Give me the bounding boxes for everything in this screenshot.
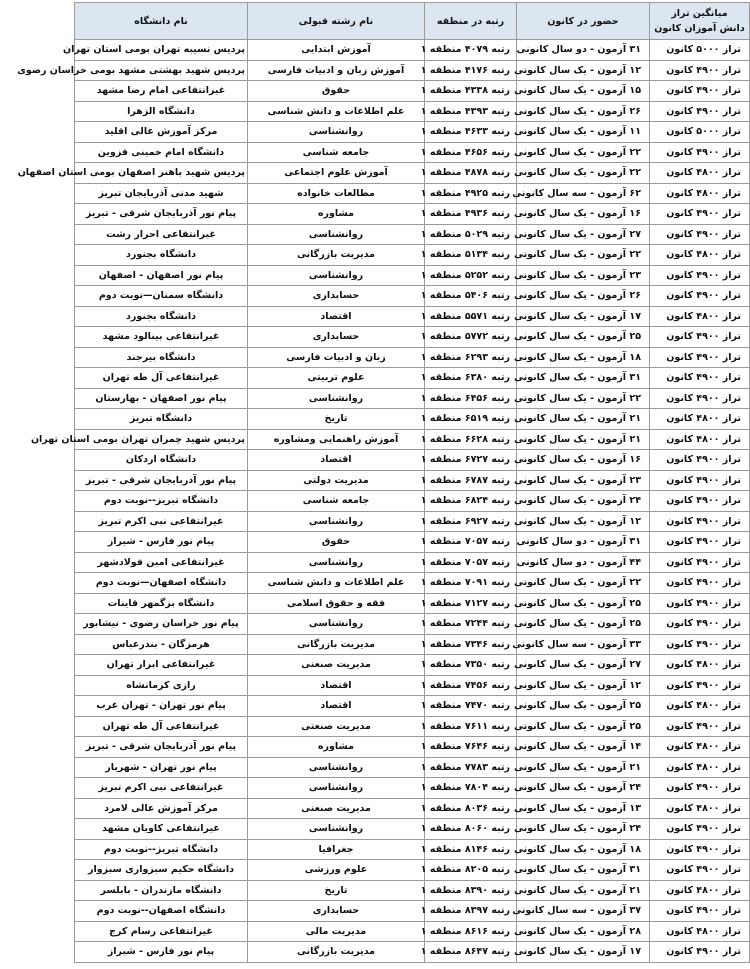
rank-cell: رتبه ۴۰۷۹ منطقه ۱ <box>425 40 517 61</box>
taraz-cell: تراز ۴۹۰۰ کانون <box>650 204 750 225</box>
rank-cell: رتبه ۵۵۷۱ منطقه ۱ <box>425 306 517 327</box>
table-row <box>75 860 750 881</box>
attendance-cell: ۲۲ آزمون - یک سال کانونی <box>517 573 650 594</box>
table-row <box>75 880 750 901</box>
table-row <box>75 122 750 143</box>
attendance-cell: ۴۴ آزمون - دو سال کانونی <box>517 552 650 573</box>
table-row <box>75 778 750 799</box>
taraz-cell: تراز ۴۹۰۰ کانون <box>650 347 750 368</box>
university-cell: دانشگاه بزگمهر قاینات <box>75 593 248 614</box>
taraz-cell: تراز ۴۹۰۰ کانون <box>650 286 750 307</box>
rank-cell: رتبه ۷۳۴۶ منطقه ۱ <box>425 634 517 655</box>
attendance-cell: ۱۲ آزمون - یک سال کانونی <box>517 60 650 81</box>
university-cell: دانشگاه اصفهان--نوبت دوم <box>75 901 248 922</box>
university-cell: پیام نور تهران - تهران غرب <box>75 696 248 717</box>
attendance-cell: ۳۱ آزمون - دو سال کانونی <box>517 40 650 61</box>
header-attendance: حضور در کانون <box>517 3 650 40</box>
rank-cell: رتبه ۶۹۲۷ منطقه ۱ <box>425 511 517 532</box>
taraz-cell: تراز ۴۸۰۰ کانون <box>650 409 750 430</box>
rank-cell: رتبه ۸۰۶۰ منطقه ۱ <box>425 819 517 840</box>
table-row <box>75 696 750 717</box>
taraz-cell: تراز ۵۰۰۰ کانون <box>650 40 750 61</box>
rank-cell: رتبه ۸۲۰۵ منطقه ۱ <box>425 860 517 881</box>
university-cell: پیام نور آذربایجان شرقی - تبریز <box>75 204 248 225</box>
rank-cell: رتبه ۶۴۵۶ منطقه ۱ <box>425 388 517 409</box>
taraz-cell: تراز ۴۹۰۰ کانون <box>650 388 750 409</box>
rank-cell: رتبه ۶۸۲۴ منطقه ۱ <box>425 491 517 512</box>
taraz-cell: تراز ۴۹۰۰ کانون <box>650 860 750 881</box>
attendance-cell: ۶۲ آزمون - سه سال کانونی <box>517 183 650 204</box>
attendance-cell: ۲۱ آزمون - یک سال کانونی <box>517 880 650 901</box>
table-row <box>75 921 750 942</box>
university-cell: هرمزگان - بندرعباس <box>75 634 248 655</box>
university-cell: پیام نور خراسان رضوی - نیشابور <box>75 614 248 635</box>
attendance-cell: ۱۷ آزمون - یک سال کانونی <box>517 306 650 327</box>
table-row <box>75 532 750 553</box>
header-taraz-line1: میانگین تراز <box>671 8 728 19</box>
taraz-cell: تراز ۴۸۰۰ کانون <box>650 306 750 327</box>
major-cell: علوم ورزشی <box>248 860 425 881</box>
attendance-cell: ۲۵ آزمون - یک سال کانونی <box>517 593 650 614</box>
major-cell: روانشناسی <box>248 778 425 799</box>
attendance-cell: ۱۸ آزمون - یک سال کانونی <box>517 347 650 368</box>
major-cell: مدیریت مالی <box>248 921 425 942</box>
rank-cell: رتبه ۷۶۱۱ منطقه ۱ <box>425 716 517 737</box>
table-row <box>75 286 750 307</box>
table-row <box>75 634 750 655</box>
table-row <box>75 655 750 676</box>
university-cell: غیرانتفاعی امین فولادشهر <box>75 552 248 573</box>
table-row <box>75 450 750 471</box>
university-cell: دانشگاه امام خمینی قزوین <box>75 142 248 163</box>
rank-cell: رتبه ۶۲۹۳ منطقه ۱ <box>425 347 517 368</box>
header-rank: رتبه در منطقه <box>425 3 517 40</box>
table-row <box>75 327 750 348</box>
table-row <box>75 409 750 430</box>
attendance-cell: ۲۲ آزمون - یک سال کانونی <box>517 245 650 266</box>
rank-cell: رتبه ۷۴۷۰ منطقه ۱ <box>425 696 517 717</box>
taraz-cell: تراز ۴۹۰۰ کانون <box>650 450 750 471</box>
taraz-cell: تراز ۴۸۰۰ کانون <box>650 737 750 758</box>
attendance-cell: ۲۲ آزمون - یک سال کانونی <box>517 388 650 409</box>
university-cell: رازی کرمانشاه <box>75 675 248 696</box>
taraz-cell: تراز ۴۹۰۰ کانون <box>650 511 750 532</box>
university-cell: غیرانتفاعی آل طه تهران <box>75 368 248 389</box>
table-row <box>75 839 750 860</box>
table-row <box>75 368 750 389</box>
header-major: نام رشته قبولی <box>248 3 425 40</box>
major-cell: جامعه شناسی <box>248 491 425 512</box>
university-cell: پیام نور اصفهان - اصفهان <box>75 265 248 286</box>
major-cell: تاریخ <box>248 880 425 901</box>
table-row <box>75 942 750 963</box>
major-cell: مدیریت بازرگانی <box>248 245 425 266</box>
major-cell: اقتصاد <box>248 306 425 327</box>
taraz-cell: تراز ۴۹۰۰ کانون <box>650 819 750 840</box>
university-cell: غیرانتفاعی آل طه تهران <box>75 716 248 737</box>
university-cell: پیام نور تهران - شهریار <box>75 757 248 778</box>
attendance-cell: ۲۲ آزمون - یک سال کانونی <box>517 142 650 163</box>
university-cell: دانشگاه الزهرا <box>75 101 248 122</box>
table-row <box>75 429 750 450</box>
university-cell: دانشگاه تبریز <box>75 409 248 430</box>
attendance-cell: ۱۸ آزمون - یک سال کانونی <box>517 839 650 860</box>
attendance-cell: ۲۱ آزمون - یک سال کانونی <box>517 409 650 430</box>
rank-cell: رتبه ۴۳۳۸ منطقه ۱ <box>425 81 517 102</box>
major-cell: روانشناسی <box>248 552 425 573</box>
attendance-cell: ۱۴ آزمون - یک سال کانونی <box>517 737 650 758</box>
university-cell: غیرانتفاعی رسام کرج <box>75 921 248 942</box>
header-university: نام دانشگاه <box>75 3 248 40</box>
table-row <box>75 245 750 266</box>
rank-cell: رتبه ۵۱۳۴ منطقه ۱ <box>425 245 517 266</box>
attendance-cell: ۲۴ آزمون - یک سال کانونی <box>517 819 650 840</box>
table-row <box>75 593 750 614</box>
table-row <box>75 40 750 61</box>
rank-cell: رتبه ۴۹۳۶ منطقه ۱ <box>425 204 517 225</box>
major-cell: حقوق <box>248 81 425 102</box>
table-row <box>75 81 750 102</box>
university-cell: پیام نور آذربایجان شرقی - تبریز <box>75 470 248 491</box>
taraz-cell: تراز ۴۸۰۰ کانون <box>650 655 750 676</box>
rank-cell: رتبه ۷۷۸۳ منطقه ۱ <box>425 757 517 778</box>
table-row <box>75 470 750 491</box>
attendance-cell: ۱۷ آزمون - یک سال کانونی <box>517 942 650 963</box>
rank-cell: رتبه ۴۱۷۶ منطقه ۱ <box>425 60 517 81</box>
major-cell: حسابداری <box>248 901 425 922</box>
taraz-cell: تراز ۴۹۰۰ کانون <box>650 942 750 963</box>
table-row <box>75 614 750 635</box>
rank-cell: رتبه ۸۳۹۰ منطقه ۱ <box>425 880 517 901</box>
table-row <box>75 224 750 245</box>
university-cell: غیرانتفاعی امام رضا مشهد <box>75 81 248 102</box>
major-cell: علم اطلاعات و دانش شناسی <box>248 101 425 122</box>
university-cell: پردیس نسیبه تهران بومی استان تهران <box>75 40 248 61</box>
taraz-cell: تراز ۴۹۰۰ کانون <box>650 716 750 737</box>
rank-cell: رتبه ۶۳۸۰ منطقه ۱ <box>425 368 517 389</box>
university-cell: دانشگاه بجنورد <box>75 245 248 266</box>
major-cell: روانشناسی <box>248 224 425 245</box>
taraz-cell: تراز ۴۸۰۰ کانون <box>650 245 750 266</box>
major-cell: مدیریت دولتی <box>248 470 425 491</box>
major-cell: حقوق <box>248 532 425 553</box>
major-cell: مدیریت بازرگانی <box>248 942 425 963</box>
attendance-cell: ۱۲ آزمون - یک سال کانونی <box>517 675 650 696</box>
attendance-cell: ۲۵ آزمون - یک سال کانونی <box>517 716 650 737</box>
taraz-cell: تراز ۴۹۰۰ کانون <box>650 573 750 594</box>
attendance-cell: ۲۷ آزمون - یک سال کانونی <box>517 224 650 245</box>
header-taraz-line2: دانش آموزان کانون <box>654 23 745 34</box>
attendance-cell: ۳۱ آزمون - دو سال کانونی <box>517 532 650 553</box>
university-cell: دانشگاه تبریز--نوبت دوم <box>75 491 248 512</box>
university-cell: دانشگاه تبریز--نوبت دوم <box>75 839 248 860</box>
attendance-cell: ۱۵ آزمون - یک سال کانونی <box>517 81 650 102</box>
university-cell: دانشگاه اردکان <box>75 450 248 471</box>
table-row <box>75 101 750 122</box>
university-cell: غیرانتفاعی احرار رشت <box>75 224 248 245</box>
rank-cell: رتبه ۴۳۹۳ منطقه ۱ <box>425 101 517 122</box>
attendance-cell: ۱۶ آزمون - یک سال کانونی <box>517 204 650 225</box>
table-row <box>75 491 750 512</box>
taraz-cell: تراز ۴۹۰۰ کانون <box>650 101 750 122</box>
major-cell: آموزش علوم اجتماعی <box>248 163 425 184</box>
table-row <box>75 798 750 819</box>
university-cell: دانشگاه حکیم سبزواری سبزوار <box>75 860 248 881</box>
taraz-cell: تراز ۴۸۰۰ کانون <box>650 183 750 204</box>
attendance-cell: ۲۵ آزمون - یک سال کانونی <box>517 614 650 635</box>
table-header <box>75 3 750 40</box>
table-row <box>75 511 750 532</box>
taraz-cell: تراز ۴۹۰۰ کانون <box>650 224 750 245</box>
table-row <box>75 183 750 204</box>
attendance-cell: ۲۷ آزمون - یک سال کانونی <box>517 655 650 676</box>
university-cell: غیرانتفاعی ابرار تهران <box>75 655 248 676</box>
taraz-cell: تراز ۴۹۰۰ کانون <box>650 778 750 799</box>
attendance-cell: ۳۷ آزمون - سه سال کانونی <box>517 901 650 922</box>
attendance-cell: ۱۶ آزمون - یک سال کانونی <box>517 450 650 471</box>
university-cell: دانشگاه اصفهان—نوبت دوم <box>75 573 248 594</box>
taraz-cell: تراز ۴۹۰۰ کانون <box>650 368 750 389</box>
table-row <box>75 306 750 327</box>
rank-cell: رتبه ۸۱۴۶ منطقه ۱ <box>425 839 517 860</box>
table-row <box>75 163 750 184</box>
taraz-cell: تراز ۴۹۰۰ کانون <box>650 81 750 102</box>
taraz-cell: تراز ۴۹۰۰ کانون <box>650 614 750 635</box>
rank-cell: رتبه ۷۳۵۰ منطقه ۱ <box>425 655 517 676</box>
attendance-cell: ۲۸ آزمون - یک سال کانونی <box>517 921 650 942</box>
taraz-cell: تراز ۴۸۰۰ کانون <box>650 798 750 819</box>
rank-cell: رتبه ۵۲۵۲ منطقه ۱ <box>425 265 517 286</box>
taraz-cell: تراز ۴۸۰۰ کانون <box>650 696 750 717</box>
taraz-cell: تراز ۴۹۰۰ کانون <box>650 470 750 491</box>
taraz-cell: تراز ۴۸۰۰ کانون <box>650 757 750 778</box>
university-cell: غیرانتفاعی نبی اکرم تبریز <box>75 511 248 532</box>
major-cell: حسابداری <box>248 327 425 348</box>
table-row <box>75 737 750 758</box>
rank-cell: رتبه ۷۰۹۱ منطقه ۱ <box>425 573 517 594</box>
attendance-cell: ۲۵ آزمون - یک سال کانونی <box>517 327 650 348</box>
taraz-cell: تراز ۴۹۰۰ کانون <box>650 60 750 81</box>
attendance-cell: ۳۱ آزمون - یک سال کانونی <box>517 368 650 389</box>
taraz-cell: تراز ۴۹۰۰ کانون <box>650 839 750 860</box>
rank-cell: رتبه ۷۴۵۶ منطقه ۱ <box>425 675 517 696</box>
attendance-cell: ۲۲ آزمون - یک سال کانونی <box>517 163 650 184</box>
major-cell: اقتصاد <box>248 696 425 717</box>
table-row <box>75 204 750 225</box>
university-cell: دانشگاه بجنورد <box>75 306 248 327</box>
major-cell: مشاوره <box>248 204 425 225</box>
university-cell: پردیس شهید باهنر اصفهان بومی استان اصفهان <box>75 163 248 184</box>
attendance-cell: ۲۱ آزمون - یک سال کانونی <box>517 429 650 450</box>
table-row <box>75 552 750 573</box>
rank-cell: رتبه ۵۷۷۲ منطقه ۱ <box>425 327 517 348</box>
table-row <box>75 347 750 368</box>
major-cell: اقتصاد <box>248 675 425 696</box>
rank-cell: رتبه ۷۰۵۷ منطقه ۱ <box>425 532 517 553</box>
university-cell: شهید مدنی آذربایجان تبریز <box>75 183 248 204</box>
major-cell: روانشناسی <box>248 614 425 635</box>
major-cell: علوم تربیتی <box>248 368 425 389</box>
rank-cell: رتبه ۵۴۰۶ منطقه ۱ <box>425 286 517 307</box>
taraz-cell: تراز ۴۹۰۰ کانون <box>650 327 750 348</box>
major-cell: آموزش زبان و ادبیات فارسی <box>248 60 425 81</box>
rank-cell: رتبه ۸۶۴۷ منطقه ۱ <box>425 942 517 963</box>
rank-cell: رتبه ۷۸۰۴ منطقه ۱ <box>425 778 517 799</box>
major-cell: اقتصاد <box>248 450 425 471</box>
major-cell: مشاوره <box>248 737 425 758</box>
major-cell: مدیریت صنعتی <box>248 655 425 676</box>
table-row <box>75 142 750 163</box>
university-cell: دانشگاه مازندران - بابلسر <box>75 880 248 901</box>
university-cell: پردیس شهید چمران تهران بومی استان تهران <box>75 429 248 450</box>
rank-cell: رتبه ۷۰۵۷ منطقه ۱ <box>425 552 517 573</box>
attendance-cell: ۲۴ آزمون - یک سال کانونی <box>517 778 650 799</box>
rank-cell: رتبه ۷۲۴۴ منطقه ۱ <box>425 614 517 635</box>
attendance-cell: ۳۱ آزمون - یک سال کانونی <box>517 860 650 881</box>
rank-cell: رتبه ۶۷۲۷ منطقه ۱ <box>425 450 517 471</box>
taraz-cell: تراز ۴۹۰۰ کانون <box>650 675 750 696</box>
taraz-cell: تراز ۵۰۰۰ کانون <box>650 122 750 143</box>
table-row <box>75 388 750 409</box>
rank-cell: رتبه ۶۷۸۷ منطقه ۱ <box>425 470 517 491</box>
rank-cell: رتبه ۸۶۱۶ منطقه ۱ <box>425 921 517 942</box>
major-cell: زبان و ادبیات فارسی <box>248 347 425 368</box>
taraz-cell: تراز ۴۸۰۰ کانون <box>650 880 750 901</box>
taraz-cell: تراز ۴۹۰۰ کانون <box>650 265 750 286</box>
rank-cell: رتبه ۷۱۲۷ منطقه ۱ <box>425 593 517 614</box>
table-row <box>75 675 750 696</box>
major-cell: تاریخ <box>248 409 425 430</box>
taraz-cell: تراز ۴۸۰۰ کانون <box>650 429 750 450</box>
major-cell: روانشناسی <box>248 122 425 143</box>
rank-cell: رتبه ۴۶۵۶ منطقه ۱ <box>425 142 517 163</box>
major-cell: آموزش راهنمایی ومشاوره <box>248 429 425 450</box>
attendance-cell: ۲۳ آزمون - یک سال کانونی <box>517 470 650 491</box>
attendance-cell: ۱۳ آزمون - یک سال کانونی <box>517 798 650 819</box>
major-cell: روانشناسی <box>248 757 425 778</box>
major-cell: علم اطلاعات و دانش شناسی <box>248 573 425 594</box>
university-cell: مرکز آموزش عالی لامرد <box>75 798 248 819</box>
table-row <box>75 716 750 737</box>
attendance-cell: ۳۳ آزمون - سه سال کانونی <box>517 634 650 655</box>
header-average-taraz <box>650 3 750 40</box>
major-cell: مطالعات خانواده <box>248 183 425 204</box>
rank-cell: رتبه ۷۶۴۶ منطقه ۱ <box>425 737 517 758</box>
taraz-cell: تراز ۴۸۰۰ کانون <box>650 921 750 942</box>
taraz-cell: تراز ۴۹۰۰ کانون <box>650 532 750 553</box>
table-row <box>75 819 750 840</box>
table-body <box>17 40 750 963</box>
attendance-cell: ۲۶ آزمون - یک سال کانونی <box>517 286 650 307</box>
major-cell: روانشناسی <box>248 265 425 286</box>
taraz-cell: تراز ۴۹۰۰ کانون <box>650 634 750 655</box>
rank-cell: رتبه ۶۶۲۸ منطقه ۱ <box>425 429 517 450</box>
university-cell: دانشگاه سمنان—نوبت دوم <box>75 286 248 307</box>
major-cell: مدیریت صنعتی <box>248 798 425 819</box>
major-cell: روانشناسی <box>248 819 425 840</box>
major-cell: آموزش ابتدایی <box>248 40 425 61</box>
university-cell: پردیس شهید بهشتی مشهد بومی خراسان رضوی <box>75 60 248 81</box>
table-row <box>75 60 750 81</box>
taraz-cell: تراز ۴۹۰۰ کانون <box>650 552 750 573</box>
university-cell: مرکز آموزش عالی اقلید <box>75 122 248 143</box>
major-cell: روانشناسی <box>248 511 425 532</box>
university-cell: غیرانتفاعی بینالود مشهد <box>75 327 248 348</box>
university-cell: غیرانتفاعی نبی اکرم تبریز <box>75 778 248 799</box>
taraz-cell: تراز ۴۹۰۰ کانون <box>650 142 750 163</box>
major-cell: جامعه شناسی <box>248 142 425 163</box>
table-row <box>75 901 750 922</box>
major-cell: مدیریت بازرگانی <box>248 634 425 655</box>
table-row <box>75 757 750 778</box>
major-cell: مدیریت صنعتی <box>248 716 425 737</box>
attendance-cell: ۲۳ آزمون - یک سال کانونی <box>517 265 650 286</box>
major-cell: جغرافیا <box>248 839 425 860</box>
university-cell: پیام نور فارس - شیراز <box>75 532 248 553</box>
rank-cell: رتبه ۴۸۷۸ منطقه ۱ <box>425 163 517 184</box>
taraz-cell: تراز ۴۹۰۰ کانون <box>650 901 750 922</box>
results-table <box>17 2 750 963</box>
taraz-cell: تراز ۴۹۰۰ کانون <box>650 593 750 614</box>
table-row <box>75 573 750 594</box>
attendance-cell: ۱۱ آزمون - یک سال کانونی <box>517 122 650 143</box>
attendance-cell: ۲۴ آزمون - یک سال کانونی <box>517 491 650 512</box>
rank-cell: رتبه ۶۵۱۹ منطقه ۱ <box>425 409 517 430</box>
taraz-cell: تراز ۴۸۰۰ کانون <box>650 163 750 184</box>
rank-cell: رتبه ۴۶۳۳ منطقه ۱ <box>425 122 517 143</box>
major-cell: حسابداری <box>248 286 425 307</box>
university-cell: غیرانتفاعی کاویان مشهد <box>75 819 248 840</box>
attendance-cell: ۲۱ آزمون - یک سال کانونی <box>517 757 650 778</box>
university-cell: دانشگاه بیرجند <box>75 347 248 368</box>
rank-cell: رتبه ۵۰۲۹ منطقه ۱ <box>425 224 517 245</box>
rank-cell: رتبه ۸۰۳۶ منطقه ۱ <box>425 798 517 819</box>
major-cell: روانشناسی <box>248 388 425 409</box>
attendance-cell: ۱۲ آزمون - یک سال کانونی <box>517 511 650 532</box>
table-row <box>75 265 750 286</box>
taraz-cell: تراز ۴۹۰۰ کانون <box>650 491 750 512</box>
attendance-cell: ۲۵ آزمون - یک سال کانونی <box>517 696 650 717</box>
attendance-cell: ۲۶ آزمون - یک سال کانونی <box>517 101 650 122</box>
rank-cell: رتبه ۴۹۲۵ منطقه ۱ <box>425 183 517 204</box>
rank-cell: رتبه ۸۳۹۷ منطقه ۱ <box>425 901 517 922</box>
university-cell: پیام نور اصفهان - بهارستان <box>75 388 248 409</box>
university-cell: پیام نور آذربایجان شرقی - تبریز <box>75 737 248 758</box>
university-cell: پیام نور فارس - شیراز <box>75 942 248 963</box>
major-cell: فقه و حقوق اسلامی <box>248 593 425 614</box>
